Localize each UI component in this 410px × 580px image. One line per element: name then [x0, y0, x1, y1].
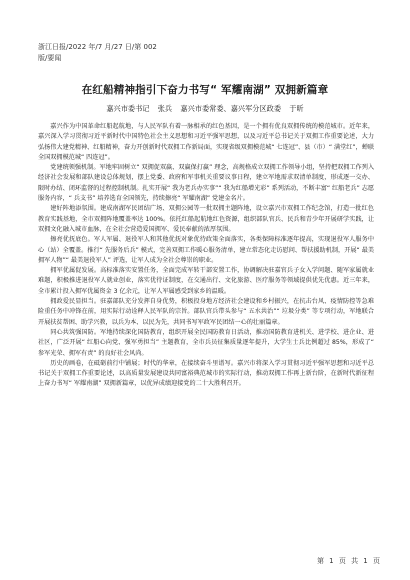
paragraph: 拥政爱民显担当。驻嘉部队充分发挥自身优势，积极投身地方经济社会建设和乡村振兴，在抗击台风、疫情防控等急难险重任务中冲锋在前，用实际行动诠释人民军队的宗旨。部队官兵带头参与“ 五水共治”“ 垃圾分类” 等专项行动，军地联合开展扶贫帮困、助学兴教，以兵为本、以民为先，共同书写军政军民团结一心的壮丽篇章。 [38, 298, 374, 326]
paragraph: 历史的画卷，在砥砺前行中铺展；时代的华章，在接续奋斗里谱写。嘉兴市将深入学习贯彻习近平强军思想和习近平总书记关于双拥工作重要论述，以高质量发展建设共同富裕典范城市的实际行动，推动双拥工作再上新台阶，在新时代新征程上奋力书写“ 军耀南湖” 双拥新篇章，以优异成绩迎接党的二十大胜利召开。 [38, 359, 374, 388]
source-meta [38, 42, 157, 64]
source-line: 浙江日报/2022 年/7 月/27 日/第 002 [38, 43, 157, 51]
paragraph: 党建统领强机制。军地牢固树立“ 双拥促双赢、双赢保打赢” 理念，高规格成立双拥工作领导小组，坚持把双拥工作列入经济社会发展和部队建设总体规划，摆上党委、政府和军事机关重要议事日程，建立军地需求双清单制度，形成逐一交办、限时办结、闭环监督的过程控制机制。扎实开展“ 我为老兵办实事”“ 我为红船增光彩” 系列活动，不断丰富“ 红船老兵” 志愿服务内容，“ 兵支书” 培养选育全国领先，持续擦亮“ 军耀南湖” 党建金名片。 [38, 164, 374, 203]
paragraph: 建好阵地添氛围。建成南湖军民团结广场、双拥公园等一批双拥主题阵地，设立嘉兴市双拥工作纪念馆，打造一批红色教育实践基地，全市双拥阵地覆盖率达 100%。依托红船起航地红色资源，组织部队官兵、民兵和青少年开展研学实践，让双拥文化融入城市血脉，在全社会营造爱国拥军、爱民奉献的浓厚氛围。 [38, 205, 374, 233]
paragraph: 拥军优属促发展。高标准落实安置任务，全面完成军转干部安置工作，协调解决驻嘉官兵子女入学问题、随军家属就业难题，积极推进退役军人就业创业，落实优待证制度，在交通出行、文化旅游、医疗服务等领域提供优先优惠。近三年来，全市累计投入拥军优属资金 3 亿余元，让军人军属感受到家乡的温暖。 [38, 267, 374, 295]
article-body [38, 122, 374, 390]
section-line: 版/要闻 [38, 54, 62, 62]
article-byline: 嘉兴市委书记 张兵 嘉兴市委常委、嘉兴军分区政委 于昕 [106, 104, 304, 113]
article-title: 在红船精神指引下奋力书写“ 军耀南湖” 双拥新篇章 [81, 84, 329, 96]
paragraph: 同心共筑强国防。军地持续深化国防教育，组织开展全民国防教育日活动，推动国防教育进机关、进学校、进企业、进社区，广泛开展“ 红船心向党、强军勇担当” 主题教育，全市兵员征集质量逐年提升，大学生士兵比例超过 85%，形成了“ 参军光荣、拥军有责” 的良好社会风尚。 [38, 328, 374, 357]
paragraph: 嘉兴作为中国革命红船起航地，与人民军队有着一脉相承的红色基因，是一个拥有优良双拥传统的模范城市。近年来，嘉兴深入学习贯彻习近平新时代中国特色社会主义思想和习近平强军思想，以及习近平总书记关于双拥工作重要论述，大力弘扬伟大建党精神、红船精神，奋力开创新时代双拥工作新局面，实现省级双拥模范城“ 七连冠”、县（市）“ 满堂红”，蝉联全国双拥模范城“ 四连冠”。 [38, 123, 374, 161]
page-number: 第 1 页 共 1 页 [316, 557, 380, 565]
paragraph: 擦亮优抚底色。军人军属、退役军人和其他优抚对象优待政策全面落实，各类保障标准逐年提高，实现退役军人服务中心（站）全覆盖。推行“ 先服务后兵” 模式，完善双拥工作暖心服务清单，建立常态化走访慰问、帮扶援助机制，开展“ 最美拥军人物”“ 最美退役军人” 评选，让军人成为全社会尊崇的职业。 [38, 236, 374, 264]
